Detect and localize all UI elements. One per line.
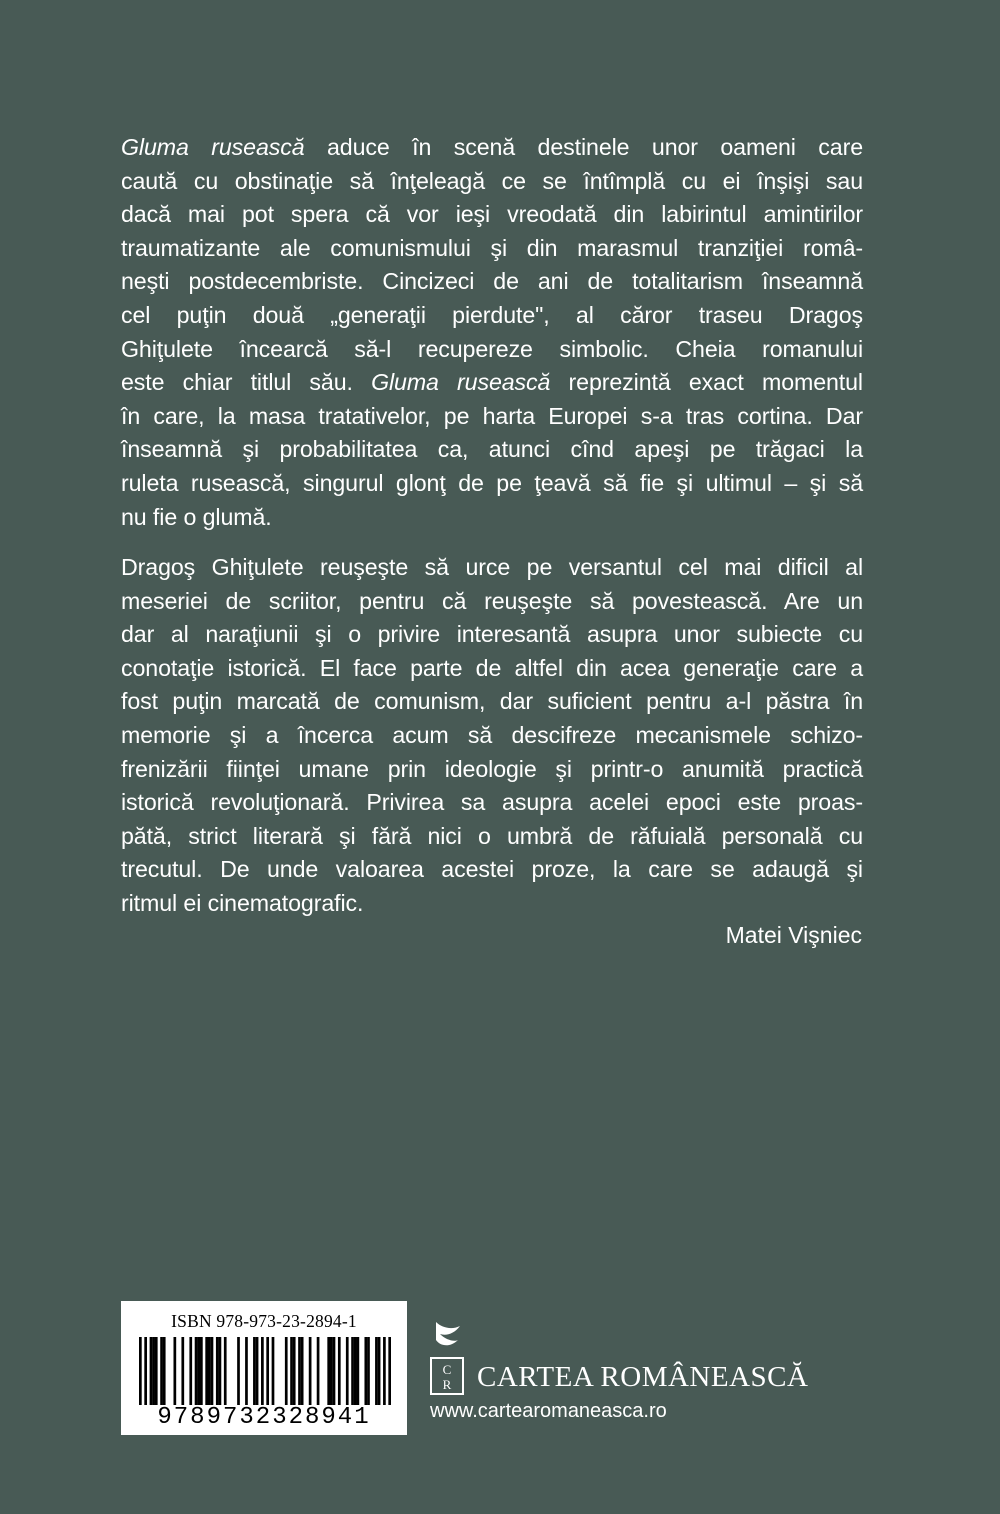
barcode-bar [205, 1337, 208, 1405]
text-line [121, 820, 863, 854]
barcode-bar [245, 1337, 248, 1405]
text-run: cel puţin două „generaţii pierdute", al căror traseu Dragoş [121, 301, 863, 328]
barcode-bar [160, 1337, 163, 1405]
text-line [121, 333, 863, 367]
barcode-bar [211, 1337, 214, 1405]
barcode-bar [195, 1337, 198, 1405]
barcode-bar [333, 1337, 336, 1405]
barcode-bar [224, 1337, 227, 1405]
description-paragraph [121, 131, 863, 534]
text-run: Ghiţulete încearcă să-l recupereze simbolic. Cheia romanului [121, 335, 863, 362]
barcode-bar [375, 1337, 378, 1405]
barcode-bar [256, 1337, 259, 1405]
text-run: ritmul ei cinematografic. [121, 889, 364, 916]
barcode-bar [327, 1337, 330, 1405]
text-line [121, 433, 863, 467]
barcode-bar [189, 1337, 192, 1405]
text-run: nu fie o glumă. [121, 503, 272, 530]
text-line [121, 652, 863, 686]
text-line [121, 618, 863, 652]
text-line [121, 366, 863, 400]
text-run: ruleta rusească, singurul glonţ de pe ţeavă să fie şi ultimul – şi să [121, 469, 863, 496]
barcode-bar [330, 1337, 333, 1405]
text-run: dacă mai pot spera că vor ieşi vreodată din labirintul amintirilor [121, 201, 863, 228]
book-title-italic: Gluma rusească [121, 134, 305, 160]
barcode-bar [301, 1337, 304, 1405]
text-run: trecutul. De unde valoarea acestei proze, la care se adaugă şi [121, 856, 863, 883]
barcode-bar [253, 1337, 256, 1405]
barcode-bar [388, 1337, 391, 1405]
barcode-bar [163, 1337, 166, 1405]
barcode-bar [293, 1337, 296, 1405]
barcode-bar [298, 1337, 301, 1405]
barcode-number: 9789732328941 [157, 1404, 371, 1431]
text-run: istorică revoluţionară. Privirea sa asupra acelei epoci este proas- [121, 789, 863, 816]
text-run: aduce în scenă destinele unor oameni care [304, 134, 863, 160]
text-line [121, 265, 863, 299]
text-run: memorie şi a încerca acum să descifreze mecanismele schizo- [121, 721, 863, 748]
barcode-bar [219, 1337, 222, 1405]
text-line [121, 585, 863, 619]
barcode-bar [383, 1337, 386, 1405]
text-line [121, 753, 863, 787]
text-line [121, 165, 863, 199]
publisher-name: CARTEA ROMÂNEASCĂ [477, 1361, 809, 1393]
text-line [121, 887, 863, 921]
svg-text:R: R [442, 1377, 452, 1392]
text-line [121, 198, 863, 232]
text-run: fost puţin marcată de comunism, dar suficient pentru a-l păstra în [121, 688, 863, 715]
text-line [121, 501, 863, 535]
barcode-bar [139, 1337, 142, 1405]
publisher-website: www.cartearomaneasca.ro [430, 1400, 667, 1422]
text-run: conotaţie istorică. El face parte de altfel din acea generaţie care a [121, 654, 863, 681]
barcode-box [121, 1301, 407, 1435]
barcode-bar [144, 1337, 147, 1405]
barcode-bar [150, 1337, 153, 1405]
barcode-bar [173, 1337, 176, 1405]
publisher-logo-icon [428, 1318, 466, 1398]
text-line [121, 786, 863, 820]
text-run: pătă, strict literară şi fără nici o umbră de răfuială personală cu [121, 822, 863, 849]
barcode-bar [378, 1337, 381, 1405]
barcode-bar [261, 1337, 264, 1405]
text-line [121, 719, 863, 753]
text-line [121, 232, 863, 266]
text-run: dar al naraţiunii şi o privire interesantă asupra unor subiecte cu [121, 621, 863, 648]
text-run: în care, la masa tratativelor, pe harta Europei s-a tras cortina. Dar [121, 402, 863, 429]
book-title-italic: Gluma rusească [371, 369, 551, 396]
barcode-bar [152, 1337, 155, 1405]
barcode-bar [155, 1337, 158, 1405]
barcode-bar [208, 1337, 211, 1405]
svg-text:C: C [442, 1362, 452, 1377]
barcode-bar [197, 1337, 200, 1405]
barcode-bar [290, 1337, 293, 1405]
text-run: este chiar titlul său. [121, 369, 372, 396]
barcode-bar [351, 1337, 354, 1405]
text-run: caută cu obstinaţie să înţeleagă ce se întîmplă cu ei înşişi sau [121, 167, 863, 194]
barcode-bar [317, 1337, 320, 1405]
text-run: frenizării fiinţei umane prin ideologie şi printr-o anumită practică [121, 755, 863, 782]
barcode-bar [364, 1337, 367, 1405]
barcode-bar [367, 1337, 370, 1405]
text-line [121, 467, 863, 501]
barcode-bar [338, 1337, 341, 1405]
barcode-bar [200, 1337, 203, 1405]
text-run: meseriei de scriitor, pentru că reuşeşte să povestească. Are un [121, 587, 863, 614]
text-run: reprezintă exact momentul [550, 369, 863, 396]
text-run: traumatizante ale comunismului şi din marasmul tranziţiei româ- [121, 234, 863, 261]
text-line [121, 551, 863, 585]
isbn-label: ISBN 978-973-23-2894-1 [171, 1311, 357, 1331]
review-author: Matei Vişniec [725, 922, 862, 948]
barcode-icon [139, 1337, 391, 1405]
text-run: Dragoş Ghiţulete reuşeşte să urce pe versantul cel mai dificil al [121, 554, 863, 580]
text-line [121, 299, 863, 333]
barcode-bar [354, 1337, 357, 1405]
text-run: înseamnă şi probabilitatea ca, atunci cînd apeşi pe trăgaci la [121, 436, 863, 463]
barcode-bar [237, 1337, 240, 1405]
barcode-bar [216, 1337, 219, 1405]
text-line [121, 131, 863, 165]
barcode-bar [272, 1337, 275, 1405]
text-run: neşti postdecembriste. Cincizeci de ani de totalitarism înseamnă [121, 268, 863, 295]
barcode-bar [181, 1337, 184, 1405]
text-line [121, 400, 863, 434]
review-paragraph [121, 551, 863, 921]
barcode-bar [309, 1337, 312, 1405]
text-line [121, 853, 863, 887]
text-line [121, 685, 863, 719]
barcode-bar [357, 1337, 360, 1405]
barcode-bar [266, 1337, 269, 1405]
barcode-bar [285, 1337, 288, 1405]
barcode-bar [346, 1337, 349, 1405]
